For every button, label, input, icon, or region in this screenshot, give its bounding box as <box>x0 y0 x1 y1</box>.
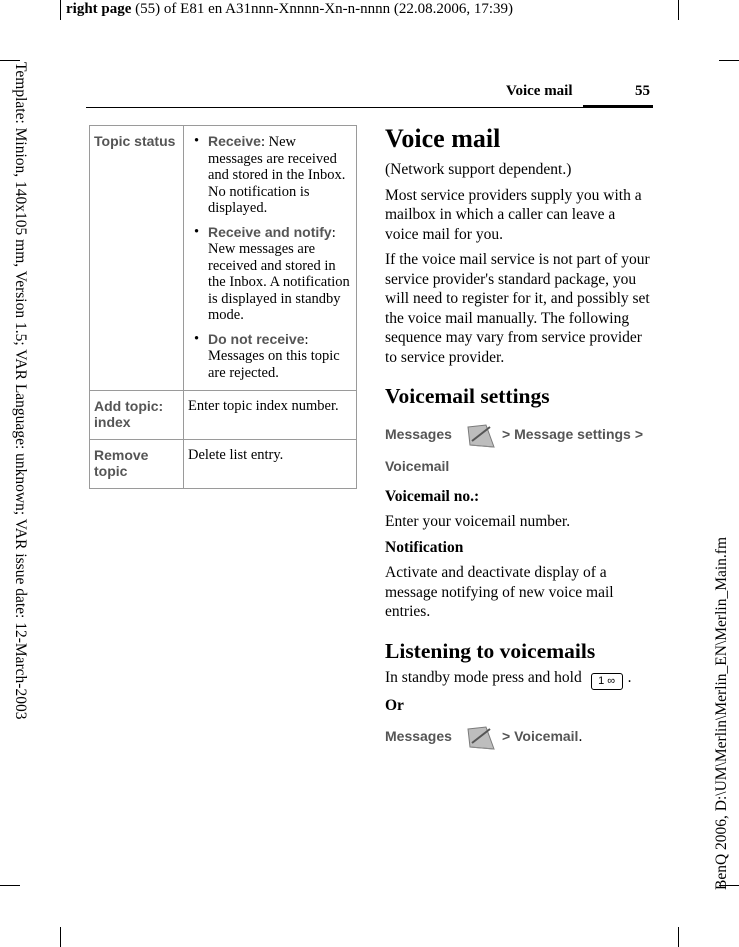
header-doc-info: of E81 en A31nnn-Xnnnn-Xn-n-nnnn (22.08.2006, 17:39) <box>163 1 514 17</box>
option-name: Receive <box>208 133 261 149</box>
paragraph: In standby mode press and hold 1 ∞ . <box>385 668 650 690</box>
menu-voicemail: Voicemail <box>514 728 579 745</box>
crop-mark <box>719 60 739 61</box>
crop-mark <box>0 885 20 886</box>
path-separator: > <box>501 728 511 745</box>
paragraph: Activate and deactivate display of a message notifying of new voice mail entries. <box>385 564 614 620</box>
list-item <box>198 331 352 382</box>
row-value <box>184 126 357 391</box>
option-name: Receive and notify <box>208 223 332 240</box>
paragraph: Enter your voicemail number. <box>385 513 571 530</box>
file-path-text: BenQ 2006, D:\UM\Merlin\Merlin_EN\Merlin_Main.fm <box>713 536 730 890</box>
field-label: Voicemail no.: <box>385 487 480 505</box>
section-heading: Listening to voicemails <box>385 638 596 663</box>
file-path-info <box>713 500 735 890</box>
menu-messages: Messages <box>385 426 452 443</box>
row-key: Remove topic <box>90 440 184 489</box>
crop-mark <box>0 60 20 61</box>
paragraph: Most service providers supply you with a mailbox in which a caller can leave a voice mail for you. <box>385 186 642 243</box>
paragraph: (Network support dependent.) <box>385 161 572 178</box>
crop-mark <box>60 927 61 947</box>
menu-path: Messages > Voicemail . <box>385 721 650 753</box>
row-value: Delete list entry. <box>184 440 357 489</box>
header-page-ref: (55) <box>135 1 161 17</box>
option-name: Do not receive <box>208 330 305 347</box>
page-number: 55 <box>635 83 650 99</box>
main-column <box>385 124 650 759</box>
list-item <box>198 133 352 217</box>
print-header <box>66 1 513 18</box>
messages-menu-icon <box>464 723 496 751</box>
page-title: Voice mail <box>385 124 501 153</box>
template-info-text: Template: Minion, 140x105 mm, Version 1.5; VAR Language: unknown; VAR issue date: 12-March-2003 <box>12 62 29 720</box>
listen-instruction: In standby mode press and hold <box>385 668 582 686</box>
path-separator: > <box>501 426 511 443</box>
path-separator: > <box>634 426 644 443</box>
option-desc: : New messages are received and stored in the Inbox. A notification is displayed in standby mode. <box>208 224 350 323</box>
option-desc: : New messages are received and stored in the Inbox. No notification is displayed. <box>208 134 346 216</box>
header-rule <box>86 107 653 108</box>
messages-menu-icon <box>464 421 496 449</box>
topic-settings-table <box>89 125 357 489</box>
crop-mark <box>678 927 679 947</box>
menu-messages: Messages <box>385 728 452 745</box>
row-value: Enter topic index number. <box>184 391 357 440</box>
crop-mark <box>678 0 679 20</box>
row-key: Add topic: index <box>90 391 184 440</box>
option-desc: : Messages on this topic are rejected. <box>208 331 340 381</box>
table-row <box>90 391 357 440</box>
table-row <box>90 440 357 489</box>
menu-path <box>385 419 650 451</box>
option-list <box>188 133 352 381</box>
key-1-icon: 1 ∞ <box>591 673 623 690</box>
section-heading: Voicemail settings <box>385 384 550 408</box>
template-info <box>9 62 29 772</box>
menu-voicemail: Voicemail <box>385 458 450 474</box>
row-key: Topic status <box>90 126 184 391</box>
running-head: Voice mail <box>506 83 573 99</box>
header-rule-accent <box>583 105 653 108</box>
list-item <box>198 224 352 324</box>
field-label: Notification <box>385 538 464 556</box>
header-label: right page <box>66 1 132 17</box>
crop-mark <box>60 0 61 20</box>
menu-message-settings: Message settings <box>514 426 631 443</box>
table-row <box>90 126 357 391</box>
or-label: Or <box>385 696 404 714</box>
paragraph: If the voice mail service is not part of your service provider's standard package, you will need to register for it, and possibly set the voice mail manually. The following sequence may vary from service provider to service provider. <box>385 251 650 366</box>
